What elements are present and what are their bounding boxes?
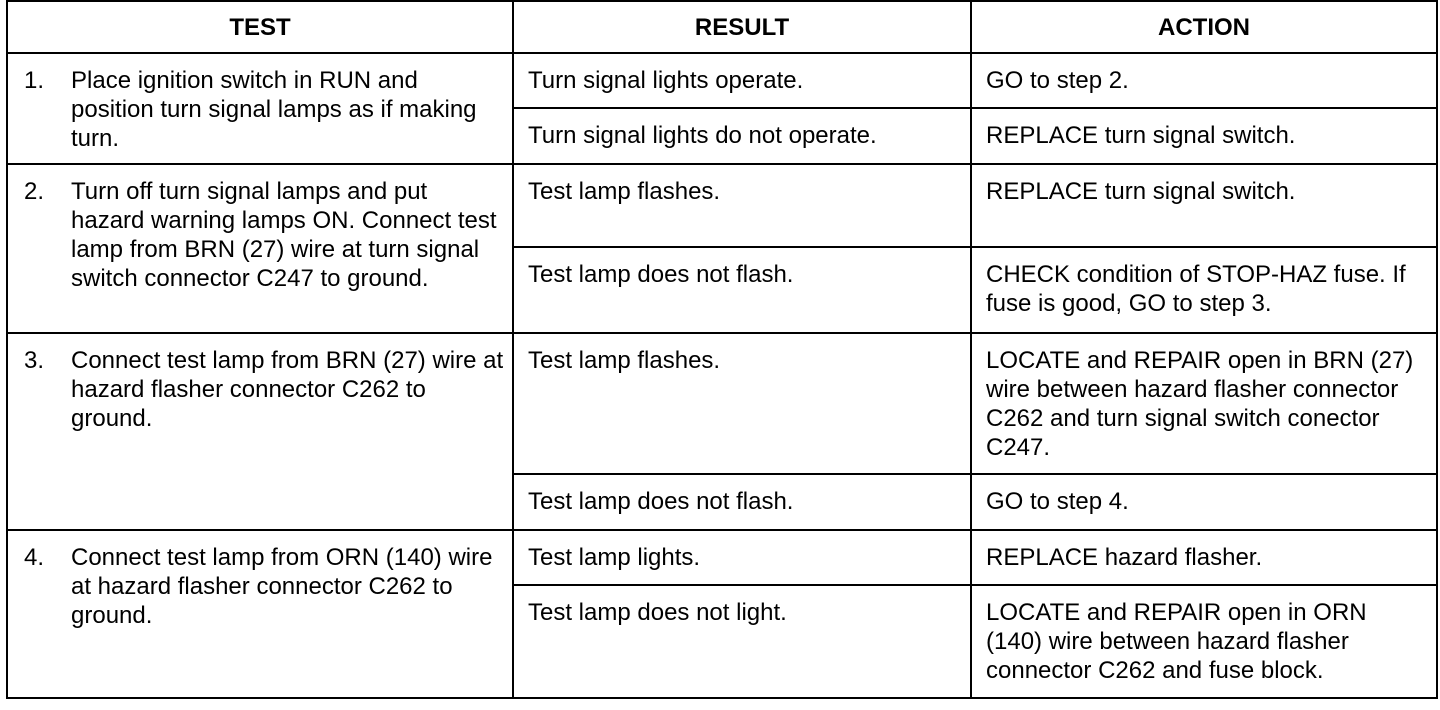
step-test-text: Connect test lamp from BRN (27) wire at hazard flasher connector C262 to ground. bbox=[71, 347, 504, 433]
action-cell: LOCATE and REPAIR open in BRN (27) wire between hazard flasher connector C262 and turn signal switch conector C247. bbox=[971, 333, 1437, 474]
action-cell: GO to step 2. bbox=[971, 53, 1437, 108]
action-cell: GO to step 4. bbox=[971, 474, 1437, 529]
step-number: 1. bbox=[24, 67, 45, 94]
test-cell-step-1 bbox=[7, 53, 513, 164]
test-cell-step-2 bbox=[7, 164, 513, 333]
result-cell: Test lamp does not flash. bbox=[513, 247, 971, 333]
result-cell: Turn signal lights operate. bbox=[513, 53, 971, 108]
test-cell-step-3 bbox=[7, 333, 513, 530]
table-row bbox=[7, 164, 1437, 248]
result-cell: Test lamp lights. bbox=[513, 530, 971, 585]
header-action: ACTION bbox=[971, 1, 1437, 53]
header-result: RESULT bbox=[513, 1, 971, 53]
test-cell-step-4 bbox=[7, 530, 513, 698]
header-test: TEST bbox=[7, 1, 513, 53]
step-test-text: Connect test lamp from ORN (140) wire at hazard flasher connector C262 to ground. bbox=[71, 543, 493, 629]
table-row bbox=[7, 333, 1437, 474]
table-row bbox=[7, 53, 1437, 108]
action-cell: REPLACE hazard flasher. bbox=[971, 530, 1437, 585]
step-test-text: Place ignition switch in RUN and position turn signal lamps as if making turn. bbox=[71, 67, 477, 152]
header-row bbox=[7, 1, 1437, 53]
result-cell: Turn signal lights do not operate. bbox=[513, 108, 971, 163]
result-cell: Test lamp does not flash. bbox=[513, 474, 971, 529]
result-cell: Test lamp flashes. bbox=[513, 333, 971, 474]
diagnostic-table bbox=[6, 0, 1438, 699]
result-cell: Test lamp flashes. bbox=[513, 164, 971, 248]
result-cell: Test lamp does not light. bbox=[513, 585, 971, 698]
table-row bbox=[7, 530, 1437, 585]
action-cell: REPLACE turn signal switch. bbox=[971, 108, 1437, 163]
step-number: 4. bbox=[24, 543, 45, 571]
step-number: 3. bbox=[24, 347, 45, 375]
step-test-text: Turn off turn signal lamps and put hazard warning lamps ON. Connect test lamp from BRN (27) wire at turn signal switch connector C247 to ground. bbox=[71, 177, 497, 292]
action-cell: REPLACE turn signal switch. bbox=[971, 164, 1437, 248]
step-number: 2. bbox=[24, 177, 45, 205]
action-cell: LOCATE and REPAIR open in ORN (140) wire between hazard flasher connector C262 and fuse block. bbox=[971, 585, 1437, 698]
action-cell: CHECK condition of STOP-HAZ fuse. If fuse is good, GO to step 3. bbox=[971, 247, 1437, 333]
